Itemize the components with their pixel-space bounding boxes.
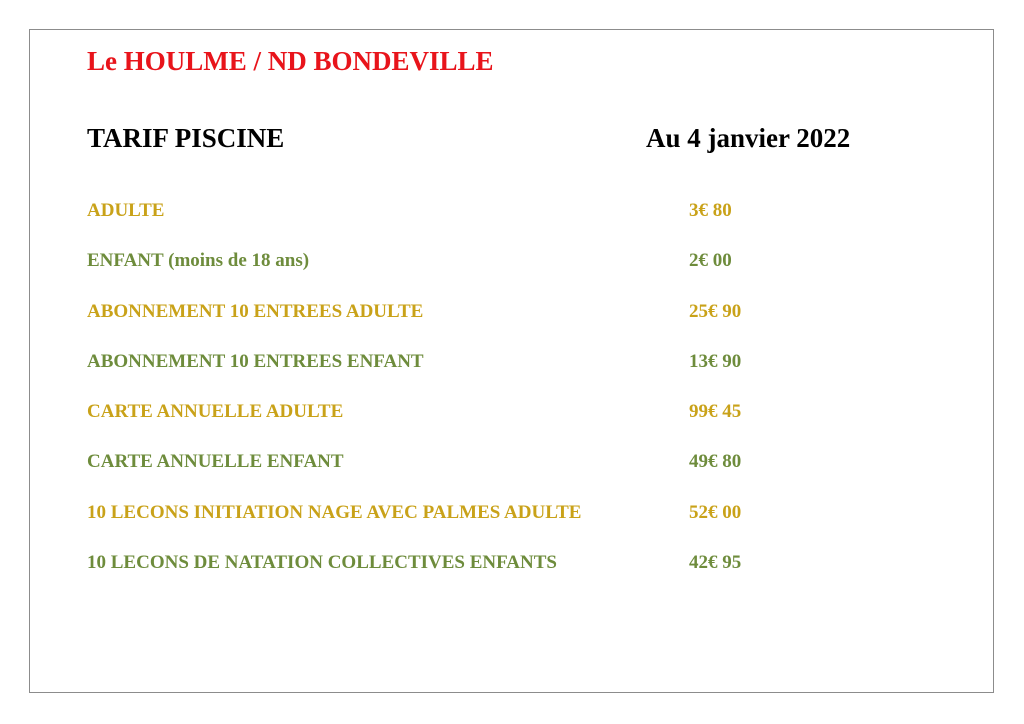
rate-price: 3€ 80 (689, 200, 732, 221)
rate-label: ABONNEMENT 10 ENTREES ADULTE (87, 300, 424, 322)
page-title: TARIF PISCINE (87, 123, 285, 153)
rate-row (87, 551, 807, 601)
rate-price: 2€ 00 (689, 250, 732, 272)
rate-price: 99€ 45 (689, 401, 742, 423)
effective-date: Au 4 janvier 2022 (646, 123, 851, 153)
rate-label: CARTE ANNUELLE ADULTE (87, 401, 344, 423)
rate-row (87, 249, 807, 299)
rate-label: CARTE ANNUELLE ENFANT (87, 451, 344, 473)
rate-row (87, 450, 807, 500)
rate-row (87, 300, 807, 350)
rate-label: ABONNEMENT 10 ENTREES ENFANT (87, 350, 424, 372)
rate-row (87, 199, 807, 249)
rate-label: ENFANT (moins de 18 ans) (87, 250, 310, 272)
rate-label: 10 LECONS DE NATATION COLLECTIVES ENFANTS (87, 552, 557, 574)
rate-price: 52€ 00 (689, 501, 742, 523)
rate-row (87, 400, 807, 450)
rate-row (87, 501, 807, 551)
rate-price: 25€ 90 (689, 300, 742, 322)
rate-label: 10 LECONS INITIATION NAGE AVEC PALMES ADULTE (87, 501, 582, 523)
rate-list (87, 199, 807, 601)
rate-row (87, 350, 807, 400)
rate-label: ADULTE (87, 200, 165, 221)
rate-price: 49€ 80 (689, 451, 742, 473)
rate-price: 42€ 95 (689, 552, 742, 574)
location-heading: Le HOULME / ND BONDEVILLE (87, 46, 494, 76)
rate-price: 13€ 90 (689, 350, 742, 372)
